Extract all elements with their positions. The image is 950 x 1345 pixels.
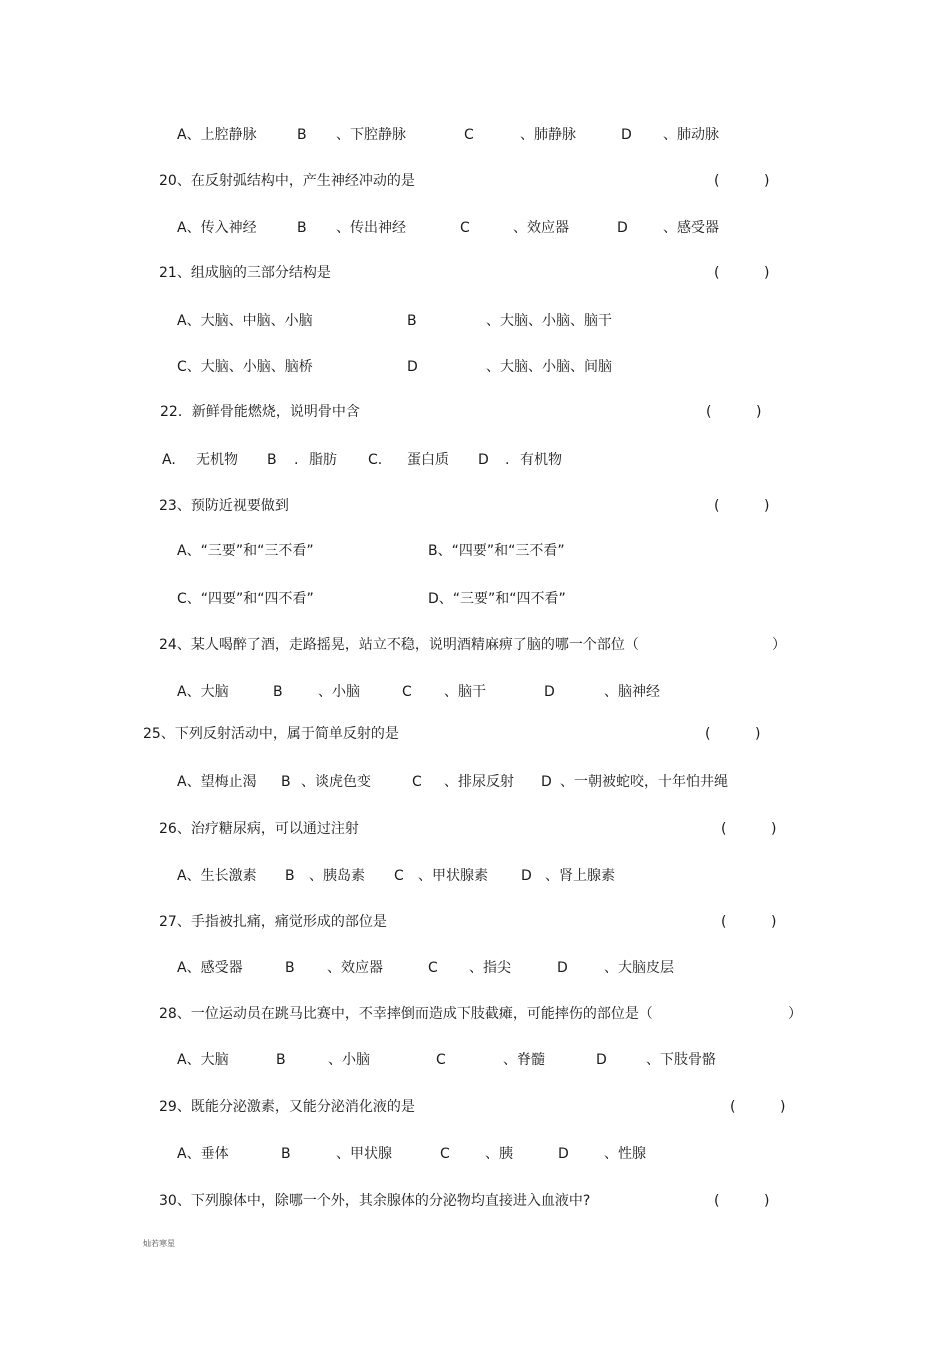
q29-stem: 29、既能分泌激素，又能分泌消化液的是: [159, 1099, 415, 1115]
q26-option-a: A、生长激素: [177, 868, 257, 884]
q22-option-c-letter: C.: [368, 452, 383, 468]
q25-option-d-letter: D: [541, 774, 552, 790]
q28-option-d-letter: D: [596, 1052, 607, 1068]
q19-option-a: A、上腔静脉: [177, 127, 257, 143]
q27-option-b-text: 、效应器: [327, 960, 383, 976]
page-footer: 灿若寒星: [143, 1239, 175, 1248]
q29-option-c-letter: C: [440, 1146, 450, 1162]
q28-option-d-text: 、下肢骨骼: [646, 1052, 716, 1068]
q22-option-a-text: 无机物: [196, 452, 238, 468]
q27-option-d-letter: D: [557, 960, 568, 976]
q20-option-c-text: 、效应器: [513, 220, 569, 236]
q28-answer-paren-close: ）: [788, 1006, 802, 1022]
q21-option-b-text: 、大脑、小脑、脑干: [486, 313, 612, 329]
q28-option-b-letter: B: [276, 1052, 286, 1068]
q19-option-d-text: 、肺动脉: [663, 127, 719, 143]
q29-option-d-letter: D: [558, 1146, 569, 1162]
q26-option-d-letter: D: [521, 868, 532, 884]
q23-option-d: D、“三要”和“四不看”: [428, 591, 566, 607]
q26-option-b-text: 、胰岛素: [309, 868, 365, 884]
q24-option-b-letter: B: [273, 684, 283, 700]
q22-answer-paren: ( ): [706, 404, 762, 420]
q25-option-b-text: 、谈虎色变: [301, 774, 371, 790]
q24-option-d-text: 、脑神经: [604, 684, 660, 700]
q24-stem: 24、某人喝醉了酒，走路摇晃，站立不稳，说明酒精麻痹了脑的哪一个部位（: [159, 637, 639, 653]
q28-option-c-text: 、脊髓: [503, 1052, 545, 1068]
q30-stem: 30、下列腺体中，除哪一个外，其余腺体的分泌物均直接进入血液中?: [159, 1193, 591, 1209]
q23-option-c: C、“四要”和“四不看”: [177, 591, 314, 607]
q29-option-d-text: 、性腺: [604, 1146, 646, 1162]
q19-option-c-text: 、肺静脉: [520, 127, 576, 143]
q26-option-c-letter: C: [394, 868, 404, 884]
q29-option-a: A、垂体: [177, 1146, 229, 1162]
q26-stem: 26、治疗糖尿病，可以通过注射: [159, 821, 359, 837]
q20-answer-paren: ( ): [714, 173, 770, 189]
q28-option-a: A、大脑: [177, 1052, 229, 1068]
q20-option-c-letter: C: [460, 220, 470, 236]
q23-option-b: B、“四要”和“三不看”: [428, 543, 565, 559]
q21-option-d-letter: D: [407, 359, 418, 375]
q25-stem: 25、下列反射活动中，属于简单反射的是: [143, 726, 399, 742]
q21-option-a: A、大脑、中脑、小脑: [177, 313, 313, 329]
q27-option-c-text: 、指尖: [469, 960, 511, 976]
q23-answer-paren: ( ): [714, 498, 770, 514]
q25-option-d-text: 、一朝被蛇咬，十年怕井绳: [560, 774, 728, 790]
q29-option-b-text: 、甲状腺: [336, 1146, 392, 1162]
q27-stem: 27、手指被扎痛，痛觉形成的部位是: [159, 914, 387, 930]
q26-answer-paren: ( ): [721, 821, 777, 837]
q21-option-b-letter: B: [407, 313, 417, 329]
q22-option-c-text: 蛋白质: [407, 452, 449, 468]
q26-option-b-letter: B: [285, 868, 295, 884]
q27-option-c-letter: C: [428, 960, 438, 976]
q25-option-b-letter: B: [281, 774, 291, 790]
q29-answer-paren: ( ): [730, 1099, 786, 1115]
q19-option-d-letter: D: [621, 127, 632, 143]
q29-option-c-text: 、胰: [485, 1146, 513, 1162]
q24-option-d-letter: D: [544, 684, 555, 700]
q27-answer-paren: ( ): [721, 914, 777, 930]
q20-option-a: A、传入神经: [177, 220, 257, 236]
q27-option-d-text: 、大脑皮层: [604, 960, 674, 976]
q27-option-a: A、感受器: [177, 960, 243, 976]
q29-option-b-letter: B: [281, 1146, 291, 1162]
q21-option-c: C、大脑、小脑、脑桥: [177, 359, 313, 375]
q28-stem: 28、一位运动员在跳马比赛中，不幸摔倒而造成下肢截瘫，可能摔伤的部位是（: [159, 1006, 653, 1022]
q26-option-d-text: 、肾上腺素: [545, 868, 615, 884]
q22-option-b-text: 脂肪: [309, 452, 337, 468]
q20-option-d-text: 、感受器: [663, 220, 719, 236]
q28-option-b-text: 、小脑: [328, 1052, 370, 1068]
q20-option-b-letter: B: [297, 220, 307, 236]
q24-option-c-letter: C: [402, 684, 412, 700]
q19-option-b-text: 、下腔静脉: [336, 127, 406, 143]
q22-stem: 22．新鲜骨能燃烧，说明骨中含: [160, 404, 360, 420]
q19-option-c-letter: C: [464, 127, 474, 143]
q23-option-a: A、“三要”和“三不看”: [177, 543, 314, 559]
q21-answer-paren: ( ): [714, 265, 770, 281]
q25-option-c-letter: C: [412, 774, 422, 790]
q24-option-b-text: 、小脑: [318, 684, 360, 700]
q22-option-b-dot: .: [294, 452, 299, 468]
q20-option-b-text: 、传出神经: [336, 220, 406, 236]
q21-stem: 21、组成脑的三部分结构是: [159, 265, 331, 281]
q23-stem: 23、预防近视要做到: [159, 498, 289, 514]
q24-answer-paren-close: ）: [772, 637, 786, 653]
q26-option-c-text: 、甲状腺素: [418, 868, 488, 884]
q25-option-a: A、望梅止渴: [177, 774, 257, 790]
q21-option-d-text: 、大脑、小脑、间脑: [486, 359, 612, 375]
q24-option-a: A、大脑: [177, 684, 229, 700]
q20-stem: 20、在反射弧结构中，产生神经冲动的是: [159, 173, 415, 189]
q22-option-a-letter: A.: [162, 452, 176, 468]
q22-option-b-letter: B: [267, 452, 277, 468]
q25-answer-paren: ( ): [705, 726, 761, 742]
q27-option-b-letter: B: [285, 960, 295, 976]
q22-option-d-letter: D: [478, 452, 489, 468]
q24-option-c-text: 、脑干: [444, 684, 486, 700]
q28-option-c-letter: C: [436, 1052, 446, 1068]
q30-answer-paren: ( ): [714, 1193, 770, 1209]
q22-option-d-dot: .: [505, 452, 510, 468]
q25-option-c-text: 、排尿反射: [444, 774, 514, 790]
q19-option-b-letter: B: [297, 127, 307, 143]
q20-option-d-letter: D: [617, 220, 628, 236]
q22-option-d-text: 有机物: [520, 452, 562, 468]
